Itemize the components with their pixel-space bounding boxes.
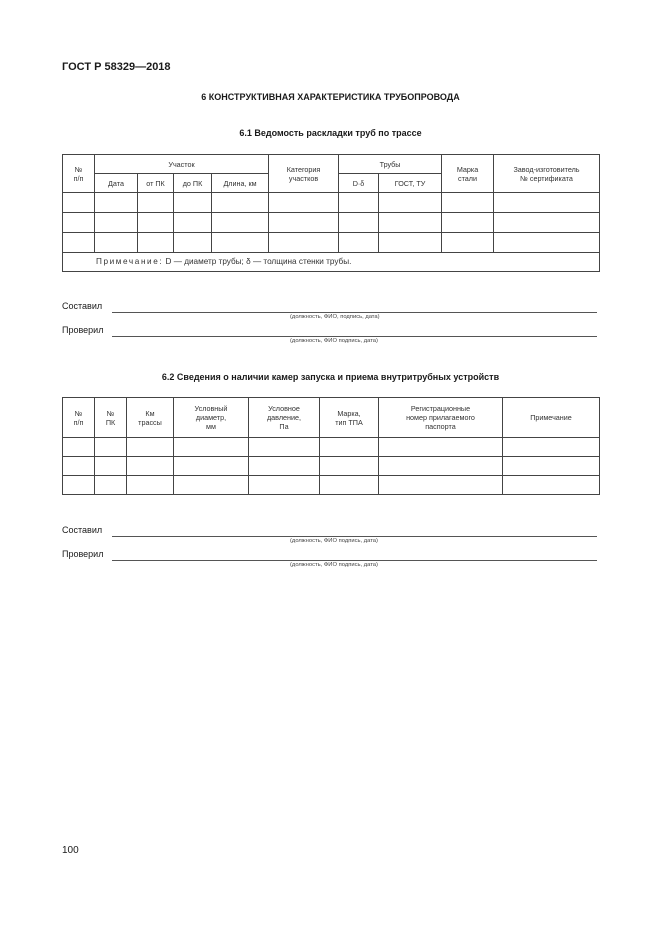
date-header: Дата	[95, 174, 138, 193]
note-prefix: Примечание:	[96, 256, 164, 266]
compiled-by-label-2: Составил	[62, 525, 103, 535]
table-row	[63, 233, 600, 253]
table-row	[63, 438, 600, 457]
from-pk-header: от ПК	[138, 174, 174, 193]
col-no-header: № п/п	[63, 398, 95, 438]
diameter-header: Условный диаметр, мм	[174, 398, 249, 438]
length-header: Длина, км	[212, 174, 269, 193]
table1-title: 6.1 Ведомость раскладки труб по трассе	[239, 128, 422, 138]
checked-by-hint-2: (должность, ФИО подпись, дата)	[290, 562, 378, 568]
gost-header: ГОСТ, ТУ	[379, 174, 442, 193]
table1-note-row	[63, 253, 600, 272]
table-row	[63, 457, 600, 476]
compiled-by-hint: (должность, ФИО, подпись, дата)	[290, 314, 380, 320]
pipes-group-header: Трубы	[339, 155, 442, 174]
table1-note	[63, 253, 600, 272]
km-header: Км трассы	[127, 398, 174, 438]
document-code: ГОСТ Р 58329—2018	[62, 61, 171, 73]
note-text: D — диаметр трубы; δ — толщина стенки трубы.	[165, 256, 352, 266]
checked-by-line-2	[112, 560, 597, 561]
category-header: Категория участков	[269, 155, 339, 193]
checked-by-hint: (должность, ФИО подпись, дата)	[290, 338, 378, 344]
table-row	[63, 476, 600, 495]
checked-by-label-2: Проверил	[62, 549, 104, 559]
pk-header: № ПК	[95, 398, 127, 438]
compiled-by-line	[112, 312, 597, 313]
table2-header-row	[63, 398, 600, 438]
section-group-header: Участок	[95, 155, 269, 174]
checked-by-label: Проверил	[62, 325, 104, 335]
to-pk-header: до ПК	[174, 174, 212, 193]
section-title: 6 КОНСТРУКТИВНАЯ ХАРАКТЕРИСТИКА ТРУБОПРОВОДА	[201, 92, 460, 102]
steel-grade-header: Марка стали	[442, 155, 494, 193]
registration-header: Регистрационные номер прилагаемого паспорта	[379, 398, 503, 438]
compiled-by-hint-2: (должность, ФИО подпись, дата)	[290, 538, 378, 544]
table1-header-row-1	[63, 155, 600, 174]
diameter-thickness-header: D·δ	[339, 174, 379, 193]
compiled-by-line-2	[112, 536, 597, 537]
compiled-by-label: Составил	[62, 301, 103, 311]
table-row	[63, 193, 600, 213]
table2-title: 6.2 Сведения о наличии камер запуска и приема внутритрубных устройств	[161, 372, 500, 382]
manufacturer-header: Завод-изготовитель № сертификата	[494, 155, 600, 193]
page-number: 100	[62, 845, 79, 856]
pipe-layout-table	[62, 154, 600, 272]
table-row	[63, 213, 600, 233]
col-no-header: № п/п	[63, 155, 95, 193]
checked-by-line	[112, 336, 597, 337]
valve-type-header: Марка, тип ТПА	[320, 398, 379, 438]
pressure-header: Условное давление, Па	[249, 398, 320, 438]
launch-chambers-table	[62, 397, 600, 495]
notes-header: Примечание	[503, 398, 600, 438]
